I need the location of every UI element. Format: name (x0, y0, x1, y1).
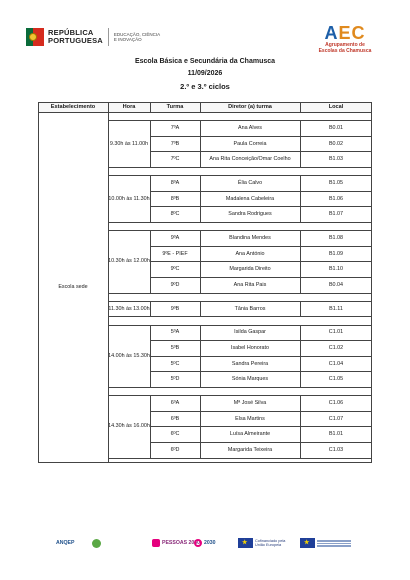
local-cell: C1.03 (328, 446, 344, 453)
p2030-ring-icon (194, 539, 202, 547)
table-bottom-border (108, 462, 372, 463)
local-cell: B1.07 (328, 211, 344, 218)
local-cell: C1.07 (328, 415, 344, 422)
local-cell: B0.04 (328, 281, 344, 288)
diretor-cell: Élia Calvo (237, 179, 263, 186)
local-cell: C1.02 (328, 344, 344, 351)
agrupamento-mark (310, 24, 380, 42)
anqep-text: ANQEP (56, 540, 75, 546)
diretor-cell: Luísa Almeirante (229, 431, 271, 438)
local-cell: B1.06 (328, 195, 344, 202)
group-col-border (150, 175, 151, 222)
turma-cell: 6ºB (170, 415, 180, 422)
group-col-border (200, 301, 201, 317)
local-cell: B1.10 (328, 266, 344, 273)
group-col-border (300, 395, 301, 457)
rp-sub1: EDUCAÇÃO, CIÊNCIA (113, 32, 161, 37)
group-bottom-border (108, 458, 372, 459)
cycle-title: 2.º e 3.º ciclos (180, 82, 230, 91)
diretor-cell: Ana Alves (238, 124, 262, 131)
group-bottom-border (108, 222, 372, 223)
date-title: 11/09/2026 (187, 70, 223, 77)
group-col-border (300, 120, 301, 167)
group-col-border (200, 175, 201, 222)
group-top-border (108, 395, 372, 396)
diretor-cell: Margarida Direito (229, 266, 271, 273)
eu-cofinanciado-logo-2 (300, 537, 351, 549)
pessoas-text: PESSOAS 2030 (162, 540, 201, 546)
diretor-cell: Elsa Martins (235, 415, 265, 422)
qualifica-circle-icon (92, 539, 101, 548)
local-cell: B1.01 (328, 431, 344, 438)
eu-flag-icon (238, 538, 253, 548)
local-cell: B1.08 (328, 234, 344, 241)
header-top-border (38, 102, 372, 103)
turma-cell: 5ºB (170, 344, 180, 351)
table-header-2: Turma (150, 102, 200, 112)
header-col-border-3 (200, 102, 201, 112)
hour-cell: 11.30h às 13.00h (108, 305, 150, 312)
diretor-cell: Mª José Silva (233, 399, 267, 406)
turma-cell: 9ºA (170, 234, 180, 241)
agrupamento-logo (310, 24, 380, 54)
diretor-cell: Paula Correia (233, 140, 267, 147)
rp-ministry-text (114, 32, 160, 42)
group-col-border (150, 230, 151, 292)
portugal-2030-logo (194, 537, 216, 549)
qualifica-logo (92, 537, 101, 549)
table-header-3: Diretor (a) turma (200, 102, 300, 112)
local-cell: B0.01 (328, 124, 344, 131)
group-col-border (200, 230, 201, 292)
agrupamento-name-line2: Escolas da Chamusca (318, 48, 372, 54)
group-col-border (300, 175, 301, 222)
group-col-border (150, 395, 151, 457)
group-col-border (150, 325, 151, 387)
diretor-cell: Madalena Cabeleira (225, 195, 275, 202)
group-top-border (108, 120, 372, 121)
turma-cell: 7ºB (170, 140, 180, 147)
group-col-border (200, 395, 201, 457)
rp-line1: REPÚBLICA (48, 28, 94, 37)
turma-cell: 5ºD (170, 376, 180, 383)
establishment-bottom-border (38, 462, 108, 463)
pessoas-2030-logo (152, 537, 200, 549)
turma-cell: 6ºD (170, 446, 180, 453)
diretor-cell: Margarida Teixeira (227, 446, 273, 453)
table-header-4: Local (300, 102, 372, 112)
rp-line2: PORTUGUESA (48, 36, 103, 45)
diretor-cell: Ana Rita Conceição/Omar Coelho (209, 156, 291, 163)
eu-cofinanciado-logo (238, 537, 285, 549)
establishment-right-border (108, 112, 109, 462)
turma-cell: 6ºC (170, 431, 180, 438)
group-col-border (150, 301, 151, 317)
p2030-text: 2030 (204, 540, 216, 546)
group-bottom-border (108, 316, 372, 317)
table-right-border (371, 112, 372, 462)
republica-portuguesa-logo (26, 28, 160, 46)
header-col-border-0 (38, 102, 39, 112)
header-col-border-4 (300, 102, 301, 112)
local-cell: B1.05 (328, 179, 344, 186)
turma-cell: 7ºC (170, 156, 180, 163)
eu-text-block-2 (317, 539, 351, 547)
diretor-cell: Ana António (235, 250, 265, 257)
diretor-cell: Blandina Mendes (229, 234, 271, 241)
turma-cell: 5ºA (170, 329, 180, 336)
rp-separator (108, 28, 109, 46)
hour-cell: 10.00h às 11.30h (108, 195, 150, 202)
diretor-cell: Tânia Barros (234, 305, 266, 312)
rp-logo-text (48, 29, 103, 45)
hour-cell: 10.30h às 12.00h (108, 258, 150, 265)
local-cell: C1.04 (328, 360, 344, 367)
turma-cell: 9ºE - PIEF (162, 250, 188, 257)
hour-cell: 14.00h às 15.30h (108, 352, 150, 359)
diretor-cell: Isilda Gaspar (234, 329, 266, 336)
group-bottom-border (108, 167, 372, 168)
portuguese-flag-icon (26, 28, 44, 46)
diretor-cell: Sónia Marques (231, 376, 269, 383)
group-bottom-border (108, 293, 372, 294)
hour-cell: 14.30h às 16.00h (108, 423, 150, 430)
turma-cell: 8ºB (170, 195, 180, 202)
header-col-border-2 (150, 102, 151, 112)
diretor-cell: Sandra Pereira (231, 360, 269, 367)
diretor-cell: Sandra Rodrigues (228, 211, 272, 218)
header-col-border-1 (108, 102, 109, 112)
local-cell: C1.06 (328, 399, 344, 406)
turma-cell: 8ºA (170, 179, 180, 186)
turma-cell: 5ºC (170, 360, 180, 367)
turma-cell: 9ºD (170, 281, 180, 288)
local-cell: B0.02 (328, 140, 344, 147)
anqep-logo (56, 537, 74, 549)
group-top-border (108, 325, 372, 326)
schedule-table (38, 97, 372, 480)
turma-cell: 6ºA (170, 399, 180, 406)
agr-mark-ec: EC (338, 23, 366, 43)
footer-logos (56, 535, 356, 551)
group-col-border (300, 301, 301, 317)
establishment-cell: Escola sede (58, 283, 88, 290)
local-cell: C1.01 (328, 329, 344, 336)
group-col-border (300, 325, 301, 387)
eu-flag-icon-2 (300, 538, 315, 548)
group-col-border (150, 120, 151, 167)
eu-text-line2: União Europeia (255, 543, 282, 547)
pessoas-mark-icon (152, 539, 160, 547)
local-cell: B1.11 (329, 305, 343, 312)
header-col-border-5 (371, 102, 372, 112)
group-bottom-border (108, 387, 372, 388)
group-col-border (200, 120, 201, 167)
group-col-border (300, 230, 301, 292)
diretor-cell: Isabel Honorato (230, 344, 270, 351)
school-title: Escola Básica e Secundária da Chamusca (134, 58, 276, 65)
hour-cell: 9.30h às 11.00h (109, 140, 149, 147)
group-top-border (108, 175, 372, 176)
agr-mark-a: A (324, 23, 339, 43)
table-header-1: Hora (108, 102, 150, 112)
group-top-border (108, 230, 372, 231)
local-cell: B1.09 (328, 250, 344, 257)
local-cell: C1.05 (328, 376, 344, 383)
diretor-cell: Ana Rita Pais (233, 281, 267, 288)
turma-cell: 9ºC (170, 266, 180, 273)
turma-cell: 7ºA (170, 124, 180, 131)
eu-text-line1: Cofinanciado pela (255, 538, 286, 543)
agrupamento-name-line1: Agrupamento de (325, 42, 365, 48)
group-top-border (108, 301, 372, 302)
group-col-border (200, 325, 201, 387)
local-cell: B1.03 (328, 156, 344, 163)
turma-cell: 9ºB (170, 305, 180, 312)
table-header-0: Estabelecimento (38, 102, 108, 112)
rp-sub2: E INOVAÇÃO (113, 37, 142, 42)
turma-cell: 8ºC (170, 211, 180, 218)
